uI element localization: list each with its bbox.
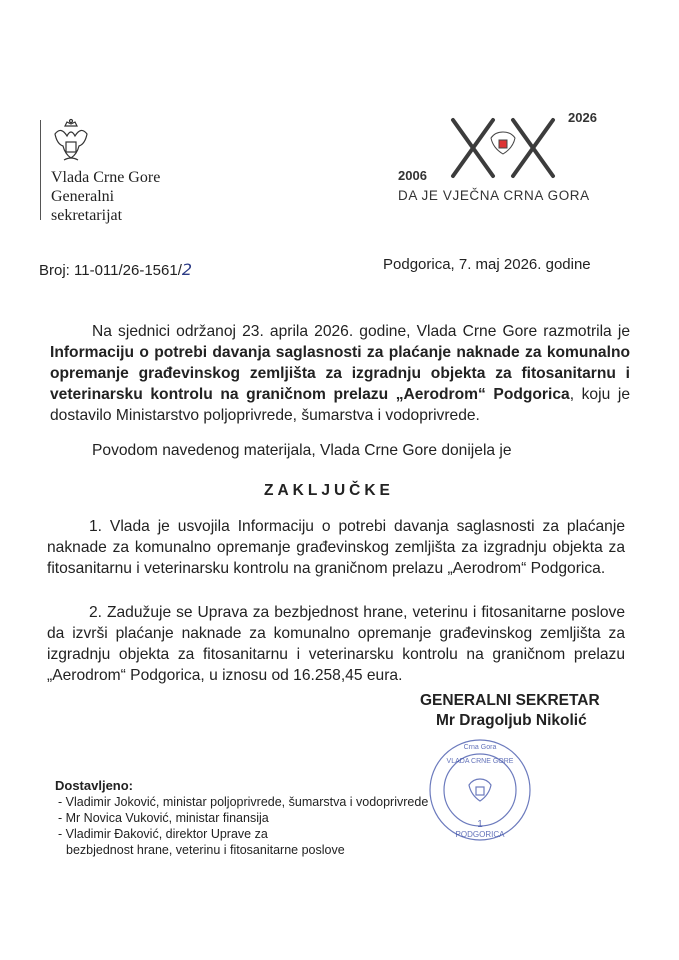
signatory-name: Mr Dragoljub Nikolić [436,712,587,729]
distribution-item: - Vladimir Joković, ministar poljoprivrede, šumarstva i vodoprivrede [58,795,429,809]
coat-of-arms-icon [50,118,92,166]
reference-number [39,260,192,279]
official-stamp-icon [425,735,535,845]
org-line-2: Generalni [51,188,115,205]
conclusion-1-text: 1. Vlada je usvojila Informaciju o potrebi davanja saglasnosti za plaćanje naknade za komunalno opremanje građevinskog zemljišta za izgradnju objekta za fitosanitarnu i veterinarsku kontrolu na graničnom prelazu „Aerodrom“ Podgorica. [47,518,625,577]
conclusion-2-text: 2. Zadužuje se Uprava za bezbjednost hrane, veterinu i fitosanitarne poslove da izvrši plaćanje naknade za komunalno opremanje građevinskog zemljišta za izgradnju objekta za fitosanitarnu i veterinarsku kontrolu na graničnom prelazu „Aerodrom“ Podgorica, u iznosu od 16.258,45 eura. [47,604,625,684]
org-line-1: Vlada Crne Gore [51,169,161,186]
decision-intro: Povodom navedenog materijala, Vlada Crne Gore donijela je [92,442,512,459]
org-line-3: sekretarijat [51,207,123,224]
logo-slogan: DA JE VJEČNA CRNA GORA [398,188,590,203]
conclusion-1 [47,516,625,579]
conclusions-heading: ZAKLJUČKE [264,482,394,499]
document-date: Podgorica, 7. maj 2026. godine [383,256,591,273]
distribution-item: - Mr Novica Vuković, ministar finansija [58,811,269,825]
distribution-item: bezbjednost hrane, veterinu i fitosanitarne poslove [66,843,345,857]
distribution-title: Dostavljeno: [55,778,134,793]
intro-text-b: , koju je dostavilo Ministarstvo poljoprivrede, šumarstva i vodoprivrede. [50,386,630,424]
organization-name [51,168,160,225]
distribution-list [58,794,428,858]
logo-year-right: 2026 [568,110,597,125]
header-separator-line [40,120,41,220]
distribution-item: - Vladimir Đaković, direktor Uprave za [58,827,268,841]
conclusion-2 [47,602,625,686]
stamp-top-text: Crna Gora [463,744,497,751]
intro-text-a: Na sjednici održanoj 23. aprila 2026. godine, Vlada Crne Gore razmotrila je [92,323,630,340]
stamp-city: PODGORICA [455,830,505,839]
signatory-title: GENERALNI SEKRETAR [420,692,600,709]
reference-number-label: Broj: 11-011/26-1561/ [39,262,182,279]
intro-text-bold: Informaciju o potrebi davanja saglasnosti za plaćanje naknade za komunalno opremanje građevinskog zemljišta za izgradnju objekta za fitosanitarnu i veterinarsku kontrolu na graničnom prelazu „Aerodrom“ Podgorica [50,344,630,403]
stamp-mid-text: VLADA CRNE GORE [446,758,514,765]
logo-year-left: 2006 [398,168,427,183]
reference-handwritten-digit: 2 [181,260,193,279]
stamp-number: 1 [477,819,483,830]
intro-paragraph [50,321,630,426]
